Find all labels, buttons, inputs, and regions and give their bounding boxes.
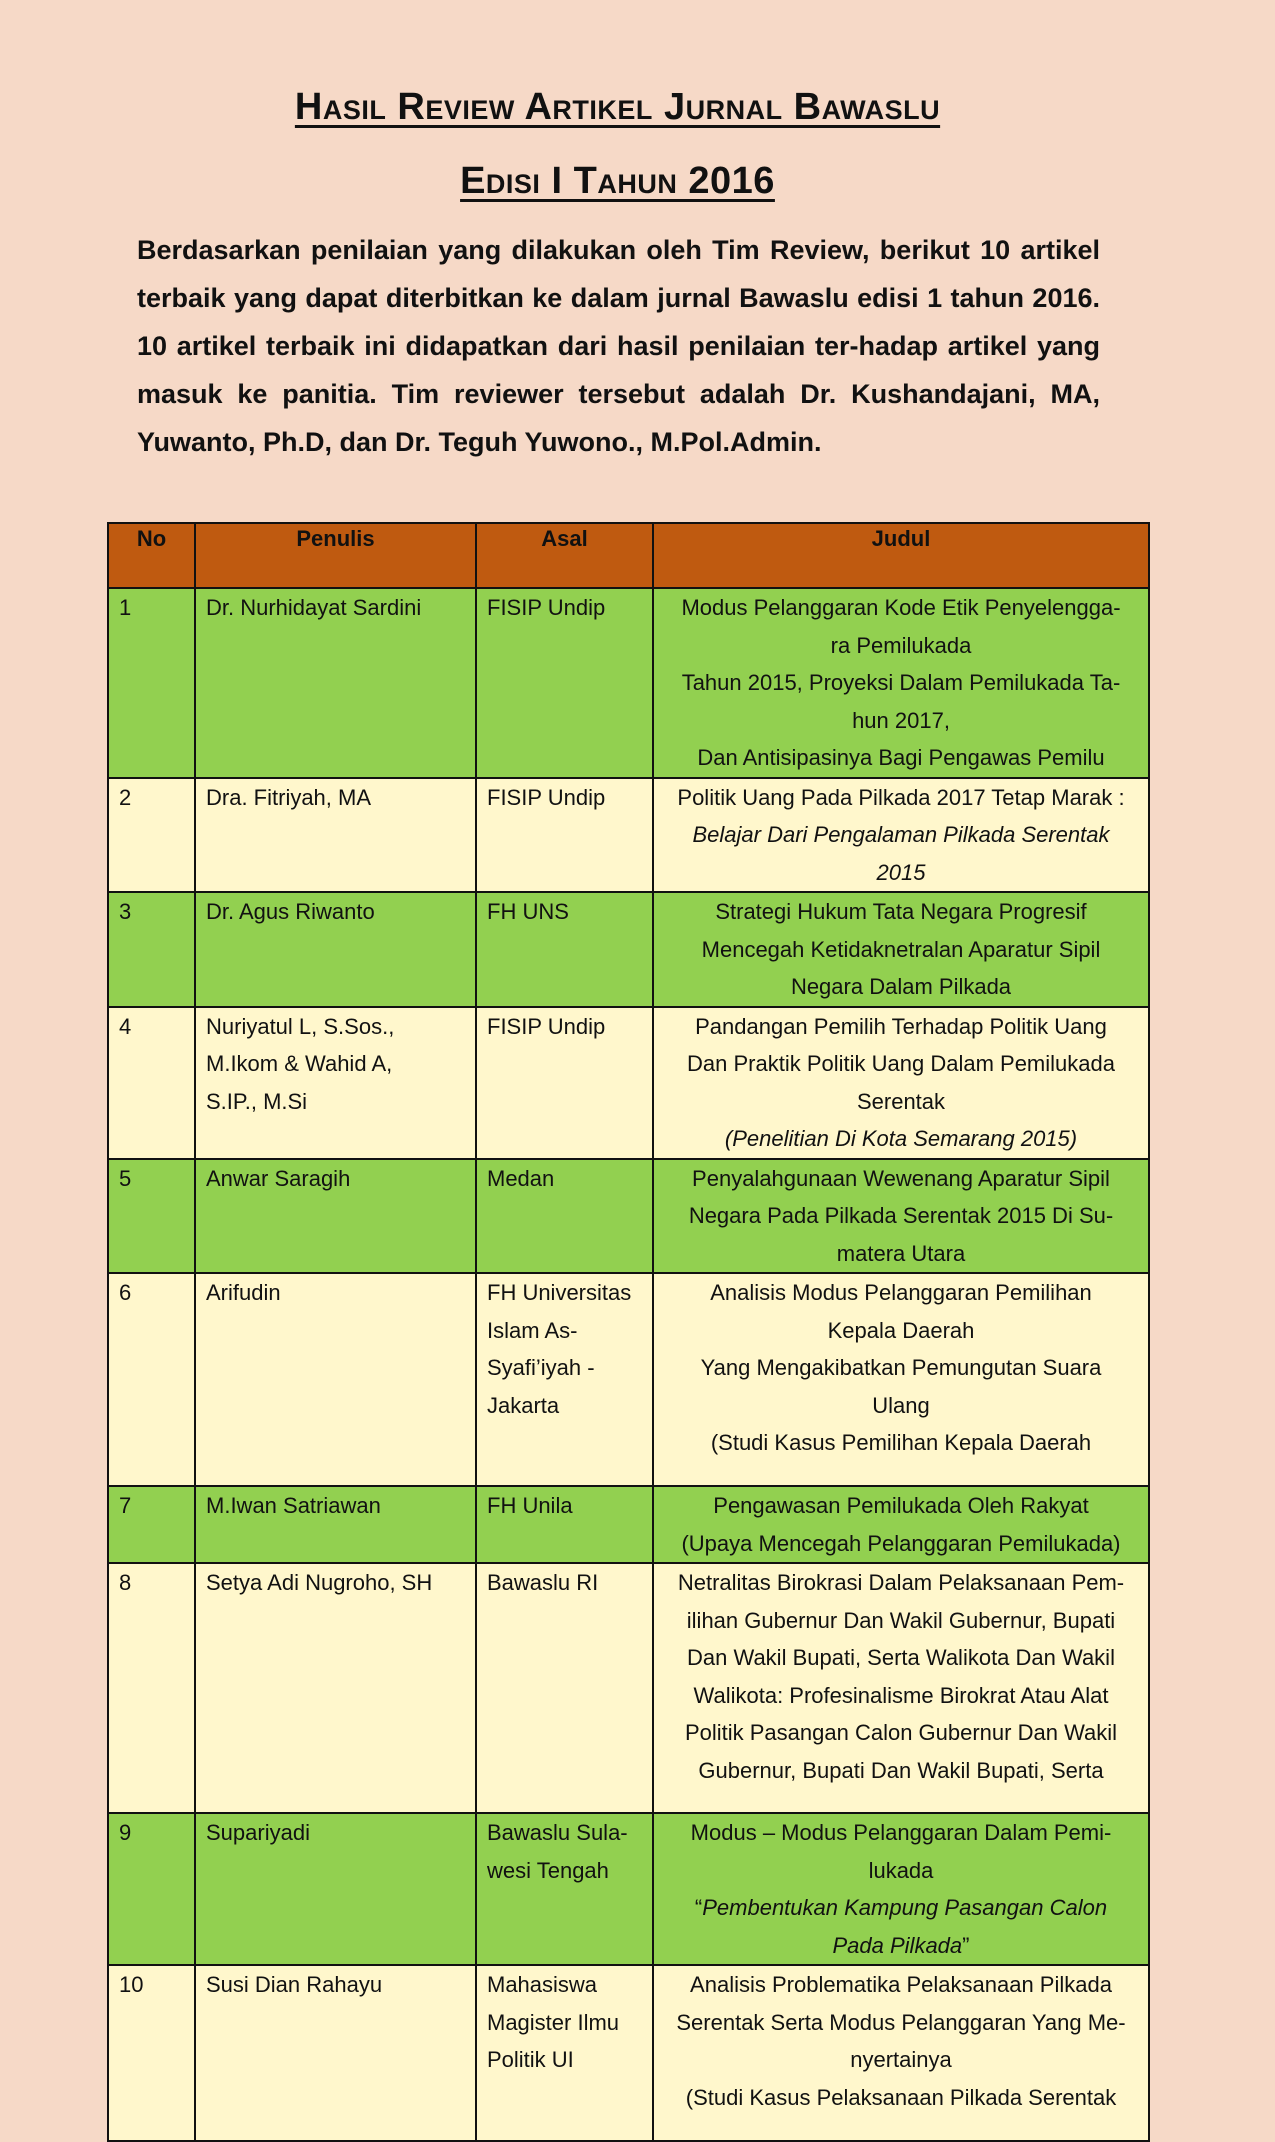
judul-line: ilihan Gubernur Dan Wakil Gubernur, Bupati <box>686 1607 1116 1633</box>
judul-line: Pandangan Pemilih Terhadap Politik Uang <box>695 1013 1107 1039</box>
row-penulis: Supariyadi <box>195 1813 476 1965</box>
row-judul <box>653 1813 1149 1965</box>
row-penulis: Susi Dian Rahayu <box>195 1965 476 2141</box>
judul-line: Mencegah Ketidaknetralan Aparatur Sipil <box>701 936 1101 962</box>
row-no: 2 <box>108 778 195 893</box>
row-penulis: Anwar Saragih <box>195 1159 476 1274</box>
judul-line: (Upaya Mencegah Pelanggaran Pemilukada) <box>681 1530 1121 1556</box>
row-no: 7 <box>108 1486 195 1563</box>
row-asal <box>476 1965 653 2141</box>
page-title: Hasil Review Artikel Jurnal Bawaslu <box>294 86 941 128</box>
row-no: 3 <box>108 892 195 1007</box>
row-no: 9 <box>108 1813 195 1965</box>
judul-line: Walikota: Profesinalisme Birokrat Atau Alat <box>693 1682 1109 1708</box>
penulis-line: M.Ikom & Wahid A, <box>206 1051 393 1076</box>
judul-line: Yang Mengakibatkan Pemungutan Suara <box>700 1355 1102 1380</box>
judul-line: Politik Uang Pada Pilkada 2017 Tetap Marak : <box>677 784 1125 810</box>
judul-line: Pengawasan Pemilukada Oleh Rakyat <box>713 1493 1089 1518</box>
judul-line: (Studi Kasus Pemilihan Kepala Daerah <box>710 1430 1092 1455</box>
asal-line: wesi Tengah <box>487 1857 609 1883</box>
judul-line: Kepala Daerah <box>827 1317 975 1343</box>
row-asal: FH UNS <box>476 892 653 1007</box>
judul-line: Negara Pada Pilkada Serentak 2015 Di Su- <box>688 1203 1114 1228</box>
table-row <box>108 1007 1149 1159</box>
table-row <box>108 1965 1149 2141</box>
row-judul <box>653 778 1149 893</box>
asal-line: Islam As- <box>487 1317 578 1343</box>
judul-line: Dan Praktik Politik Uang Dalam Pemilukada <box>687 1051 1115 1076</box>
penulis-line: Nuriyatul L, S.Sos., <box>206 1013 395 1039</box>
row-penulis: Dra. Fitriyah, MA <box>195 778 476 893</box>
table-row <box>108 1813 1149 1965</box>
row-penulis: Dr. Agus Riwanto <box>195 892 476 1007</box>
header-no: No <box>108 523 195 588</box>
judul-line: Belajar Dari Pengalaman Pilkada Serentak <box>692 822 1110 847</box>
row-judul <box>653 1965 1149 2141</box>
row-no: 8 <box>108 1563 195 1813</box>
table-row <box>108 892 1149 1007</box>
judul-line <box>664 1927 1138 1965</box>
row-no: 5 <box>108 1159 195 1274</box>
judul-line: (Studi Kasus Pelaksanaan Pilkada Serentak <box>685 2084 1117 2110</box>
judul-line: Strategi Hukum Tata Negara Progresif <box>715 899 1087 924</box>
asal-line: Mahasiswa <box>487 1972 598 1997</box>
judul-line: nyertainya <box>850 2047 952 2072</box>
row-penulis: Setya Adi Nugroho, SH <box>195 1563 476 1813</box>
judul-line: Penyalahgunaan Wewenang Aparatur Sipil <box>692 1165 1110 1191</box>
judul-line: ra Pemilukada <box>830 632 972 658</box>
header-penulis: Penulis <box>195 523 476 588</box>
table-header-row <box>108 523 1149 588</box>
row-asal: FISIP Undip <box>476 1007 653 1159</box>
judul-line: lukada <box>868 1857 934 1883</box>
judul-line: Modus – Modus Pelanggaran Dalam Pemi- <box>690 1820 1112 1845</box>
table-row <box>108 1159 1149 1274</box>
judul-line: 2015 <box>876 859 926 885</box>
asal-line: Bawaslu Sula- <box>487 1820 628 1845</box>
intro-paragraph: Berdasarkan penilaian yang dilakukan oleh Tim Review, berikut 10 artikel terbaik yang dapat diterbitkan ke dalam jurnal Bawaslu edisi 1 tahun 2016. 10 artikel terbaik ini didapatkan dari hasil penilaian ter-hadap artikel yang masuk ke panitia. Tim reviewer tersebut adalah Dr. Kushandajani, MA, Yuwanto, Ph.D, dan Dr. Teguh Yuwono., M.Pol.Admin. <box>137 235 1100 457</box>
row-asal: Bawaslu RI <box>476 1563 653 1813</box>
judul-line: Ulang <box>872 1392 930 1418</box>
row-judul <box>653 892 1149 1007</box>
results-table <box>107 522 1150 2142</box>
row-judul <box>653 1007 1149 1159</box>
judul-line: (Penelitian Di Kota Semarang 2015) <box>724 1126 1078 1151</box>
row-judul <box>653 1273 1149 1486</box>
judul-line: Tahun 2015, Proyeksi Dalam Pemilukada Ta- <box>681 670 1121 695</box>
judul-line: Dan Wakil Bupati, Serta Walikota Dan Wakil <box>687 1645 1115 1670</box>
row-no: 4 <box>108 1007 195 1159</box>
row-penulis: Arifudin <box>195 1273 476 1486</box>
judul-italic: Pembentukan Kampung Pasangan Calon <box>702 1895 1108 1920</box>
judul-line: Modus Pelanggaran Kode Etik Penyelengga- <box>681 595 1121 620</box>
page-subtitle: Edisi I Tahun 2016 <box>460 160 775 202</box>
table-row <box>108 778 1149 893</box>
asal-line: Magister Ilmu <box>487 2009 620 2035</box>
judul-line: Netralitas Birokrasi Dalam Pelaksanaan Pem- <box>677 1570 1125 1595</box>
row-asal: FH Unila <box>476 1486 653 1563</box>
judul-line: matera Utara <box>836 1240 966 1266</box>
asal-line: Jakarta <box>487 1392 560 1418</box>
table-row <box>108 588 1149 778</box>
row-judul <box>653 1486 1149 1563</box>
header-judul: Judul <box>653 523 1149 588</box>
row-no: 1 <box>108 588 195 778</box>
row-penulis <box>195 1007 476 1159</box>
table-row <box>108 1563 1149 1813</box>
row-no: 10 <box>108 1965 195 2141</box>
asal-line: Syafi’iyah - <box>487 1355 595 1380</box>
row-asal: FISIP Undip <box>476 588 653 778</box>
open-quote: “ <box>694 1895 703 1920</box>
row-no: 6 <box>108 1273 195 1486</box>
judul-line: Analisis Problematika Pelaksanaan Pilkada <box>690 1972 1112 1997</box>
row-judul <box>653 1159 1149 1274</box>
row-judul <box>653 588 1149 778</box>
judul-line: Serentak <box>856 1088 946 1114</box>
asal-line: Politik UI <box>487 2047 574 2072</box>
row-asal <box>476 1813 653 1965</box>
asal-line: FH Universitas <box>487 1280 632 1305</box>
penulis-line: S.IP., M.Si <box>206 1088 308 1114</box>
table-row <box>108 1273 1149 1486</box>
judul-line: hun 2017, <box>852 707 950 733</box>
judul-line: Dan Antisipasinya Bagi Pengawas Pemilu <box>697 745 1105 770</box>
header-asal: Asal <box>476 523 653 588</box>
judul-line: Negara Dalam Pilkada <box>790 974 1012 999</box>
row-asal <box>476 1273 653 1486</box>
judul-line: Serentak Serta Modus Pelanggaran Yang Me- <box>676 2009 1126 2035</box>
judul-line: Politik Pasangan Calon Gubernur Dan Wakil <box>684 1720 1118 1745</box>
table-row <box>108 1486 1149 1563</box>
row-penulis: M.Iwan Satriawan <box>195 1486 476 1563</box>
row-asal: FISIP Undip <box>476 778 653 893</box>
row-penulis: Dr. Nurhidayat Sardini <box>195 588 476 778</box>
judul-line <box>664 1889 1138 1927</box>
row-asal: Medan <box>476 1159 653 1274</box>
judul-line: Analisis Modus Pelanggaran Pemilihan <box>710 1280 1092 1305</box>
row-judul <box>653 1563 1149 1813</box>
judul-line: Gubernur, Bupati Dan Wakil Bupati, Serta <box>698 1757 1104 1783</box>
close-quote: ” <box>962 1932 970 1958</box>
judul-italic: Pada Pilkada <box>832 1932 963 1958</box>
